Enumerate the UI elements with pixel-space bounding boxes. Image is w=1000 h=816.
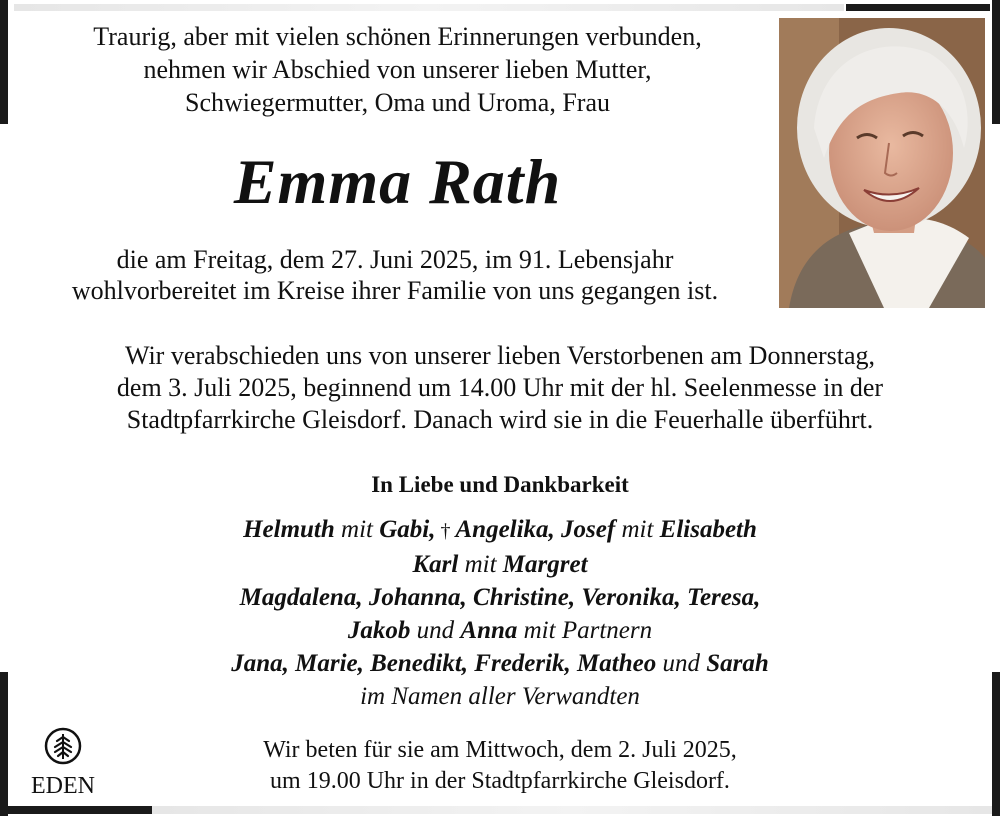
family-name: Margret [502,551,588,578]
family-name: Magdalena, Johanna, Christine, Veronika, Teresa, [239,584,761,611]
family-name: Jakob [347,617,411,644]
family-name: Sarah [706,650,769,677]
frame-top-shade [14,4,844,11]
family-name: Jana, Marie, Benedikt, Frederik, Matheo [231,650,657,677]
tree-icon [43,726,83,766]
portrait-photo [779,18,985,308]
family-list [20,513,980,713]
family-line [20,581,980,614]
family-line [20,513,980,548]
prayer-info [110,735,890,797]
prayer-line: um 19.00 Uhr in der Stadtpfarrkirche Gleisdorf. [270,768,730,794]
eden-logo [18,726,108,799]
service-info [20,340,980,436]
service-line: dem 3. Juli 2025, beginnend um 14.00 Uhr mit der hl. Seelenmesse in der [116,373,884,402]
family-line [20,647,980,680]
intro-line: nehmen wir Abschied von unserer lieben Mutter, [143,55,652,84]
family-line [20,614,980,647]
family-word: und [410,617,461,644]
family-line [20,548,980,581]
cross-symbol: † [435,520,456,542]
death-line: wohlvorbereitet im Kreise ihrer Familie von uns gegangen ist. [71,276,719,305]
family-word: mit [334,516,380,543]
frame-left-top-bar [0,0,8,124]
family-word: und [656,650,707,677]
deceased-name: Emma Rath [233,146,562,217]
service-line: Stadtpfarrkirche Gleisdorf. Danach wird sie in die Feuerhalle überführt. [126,405,874,434]
prayer-line: Wir beten für sie am Mittwoch, dem 2. Juli 2025, [263,737,737,763]
frame-bottom-shade [152,806,992,814]
family-line: im Namen aller Verwandten [360,683,640,710]
service-line: Wir verabschieden uns von unserer lieben Verstorbenen am Donnerstag, [124,341,876,370]
family-word: mit [615,516,660,543]
frame-left-bottom-bar [0,672,8,816]
portrait-illustration [779,18,985,308]
family-name: Anna [460,617,518,644]
frame-right-top-bar [992,0,1000,124]
intro-line: Traurig, aber mit vielen schönen Erinnerungen verbunden, [93,22,702,51]
eden-logo-text: EDEN [31,773,95,799]
death-notice [10,244,780,306]
family-word: mit Partnern [517,617,653,644]
family-word: mit [458,551,503,578]
family-name: Elisabeth [659,516,757,543]
family-name: Helmuth [243,516,335,543]
intro-text [20,20,775,119]
family-name: Gabi, [379,516,436,543]
frame-top-right-bar [846,4,990,11]
death-line: die am Freitag, dem 27. Juni 2025, im 91. Lebensjahr [116,245,674,274]
family-name: Angelika, Josef [455,516,616,543]
frame-right-bottom-bar [992,672,1000,816]
intro-line: Schwiegermutter, Oma und Uroma, Frau [185,88,610,117]
closing-phrase: In Liebe und Dankbarkeit [371,472,629,497]
family-name: Karl [412,551,459,578]
frame-bottom-left-bar [8,806,152,814]
